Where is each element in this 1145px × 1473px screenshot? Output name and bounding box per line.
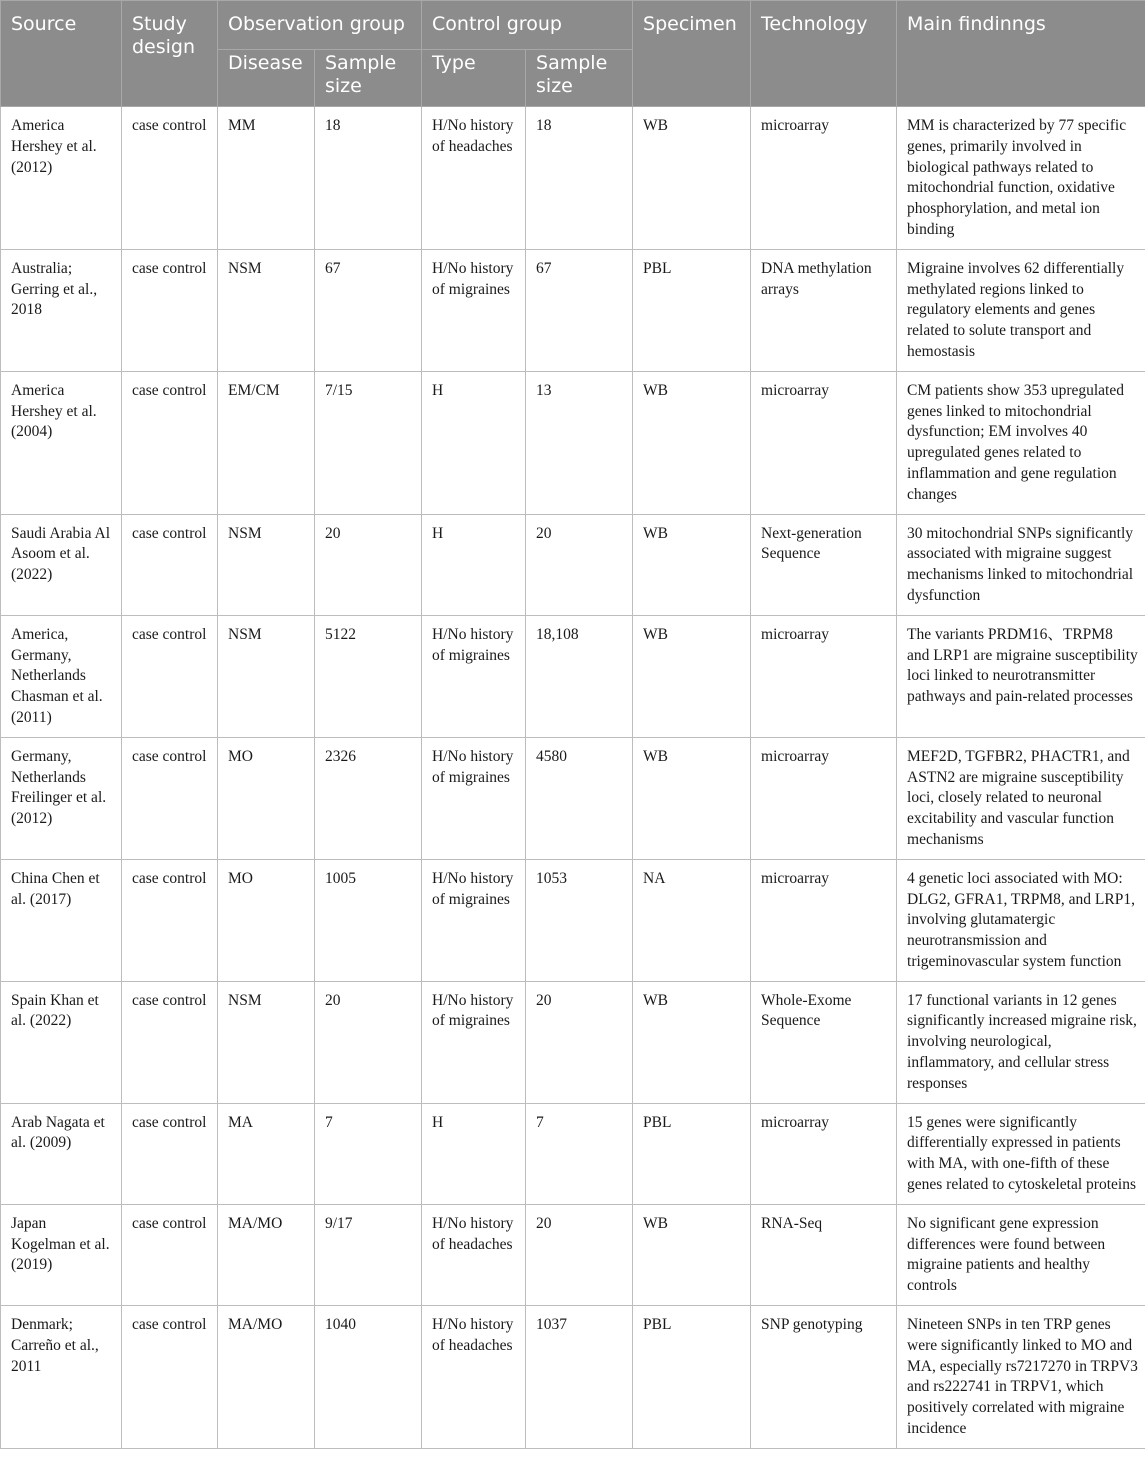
cell-obs-sample-size: 67: [315, 249, 422, 371]
cell-type: H/No history of headaches: [422, 107, 526, 250]
cell-disease: MO: [218, 737, 315, 859]
cell-type: H/No history of migraines: [422, 859, 526, 981]
cell-main-findings: 30 mitochondrial SNPs significantly associated with migraine suggest mechanisms linked to mitochondrial dysfunction: [897, 514, 1145, 615]
cell-specimen: PBL: [633, 1103, 751, 1204]
cell-disease: NSM: [218, 514, 315, 615]
table-header: [1, 1, 1145, 107]
cell-disease: NSM: [218, 615, 315, 737]
cell-source: China Chen et al. (2017): [1, 859, 122, 981]
cell-ctrl-sample-size: 13: [526, 371, 633, 514]
header-disease: Disease: [218, 50, 315, 107]
header-type: Type: [422, 50, 526, 107]
table-row: [1, 107, 1145, 250]
cell-type: H/No history of migraines: [422, 981, 526, 1103]
cell-technology: Whole-Exome Sequence: [751, 981, 897, 1103]
cell-disease: MA: [218, 1103, 315, 1204]
cell-technology: microarray: [751, 371, 897, 514]
cell-technology: microarray: [751, 615, 897, 737]
cell-type: H/No history of migraines: [422, 615, 526, 737]
cell-obs-sample-size: 7: [315, 1103, 422, 1204]
cell-obs-sample-size: 20: [315, 981, 422, 1103]
table-row: [1, 615, 1145, 737]
cell-study-design: case control: [122, 1103, 218, 1204]
cell-disease: EM/CM: [218, 371, 315, 514]
cell-type: H/No history of headaches: [422, 1306, 526, 1449]
cell-specimen: PBL: [633, 1306, 751, 1449]
cell-obs-sample-size: 2326: [315, 737, 422, 859]
cell-study-design: case control: [122, 1204, 218, 1305]
cell-ctrl-sample-size: 7: [526, 1103, 633, 1204]
cell-main-findings: The variants PRDM16、TRPM8 and LRP1 are migraine susceptibility loci linked to neurotransmitter pathways and pain-related processes: [897, 615, 1145, 737]
cell-obs-sample-size: 1005: [315, 859, 422, 981]
cell-specimen: WB: [633, 514, 751, 615]
cell-disease: MA/MO: [218, 1204, 315, 1305]
cell-study-design: case control: [122, 249, 218, 371]
header-obs-sample-size: Sample size: [315, 50, 422, 107]
cell-ctrl-sample-size: 4580: [526, 737, 633, 859]
cell-study-design: case control: [122, 371, 218, 514]
cell-type: H/No history of migraines: [422, 249, 526, 371]
table-row: [1, 1306, 1145, 1449]
cell-study-design: case control: [122, 107, 218, 250]
table-row: [1, 1103, 1145, 1204]
cell-disease: NSM: [218, 249, 315, 371]
cell-technology: microarray: [751, 737, 897, 859]
cell-technology: microarray: [751, 1103, 897, 1204]
table-row: [1, 514, 1145, 615]
table-row: [1, 981, 1145, 1103]
cell-obs-sample-size: 1040: [315, 1306, 422, 1449]
cell-technology: microarray: [751, 859, 897, 981]
header-source: Source: [1, 1, 122, 107]
cell-source: Arab Nagata et al. (2009): [1, 1103, 122, 1204]
cell-main-findings: Migraine involves 62 differentially methylated regions linked to regulatory elements and genes related to solute transport and hemostasis: [897, 249, 1145, 371]
cell-obs-sample-size: 7/15: [315, 371, 422, 514]
cell-ctrl-sample-size: 20: [526, 1204, 633, 1305]
header-control-group: Control group: [422, 1, 633, 50]
cell-type: H: [422, 514, 526, 615]
cell-study-design: case control: [122, 514, 218, 615]
cell-source: Germany, Netherlands Freilinger et al. (2012): [1, 737, 122, 859]
cell-ctrl-sample-size: 20: [526, 981, 633, 1103]
cell-source: America Hershey et al. (2004): [1, 371, 122, 514]
cell-technology: SNP genotyping: [751, 1306, 897, 1449]
table-row: [1, 371, 1145, 514]
table-row: [1, 249, 1145, 371]
cell-type: H: [422, 371, 526, 514]
cell-disease: MO: [218, 859, 315, 981]
cell-technology: Next-generation Sequence: [751, 514, 897, 615]
table-row: [1, 737, 1145, 859]
cell-technology: microarray: [751, 107, 897, 250]
header-study-design: Study design: [122, 1, 218, 107]
table-row: [1, 1204, 1145, 1305]
cell-specimen: WB: [633, 981, 751, 1103]
cell-disease: MA/MO: [218, 1306, 315, 1449]
cell-technology: DNA methylation arrays: [751, 249, 897, 371]
cell-specimen: WB: [633, 371, 751, 514]
cell-ctrl-sample-size: 1037: [526, 1306, 633, 1449]
cell-source: America Hershey et al. (2012): [1, 107, 122, 250]
cell-main-findings: MEF2D, TGFBR2, PHACTR1, and ASTN2 are migraine susceptibility loci, closely related to neuronal excitability and vascular function mechanisms: [897, 737, 1145, 859]
cell-source: Saudi Arabia Al Asoom et al. (2022): [1, 514, 122, 615]
cell-specimen: PBL: [633, 249, 751, 371]
cell-study-design: case control: [122, 615, 218, 737]
cell-ctrl-sample-size: 67: [526, 249, 633, 371]
cell-source: Australia; Gerring et al., 2018: [1, 249, 122, 371]
cell-obs-sample-size: 5122: [315, 615, 422, 737]
cell-disease: MM: [218, 107, 315, 250]
cell-main-findings: No significant gene expression differences were found between migraine patients and healthy controls: [897, 1204, 1145, 1305]
cell-ctrl-sample-size: 18: [526, 107, 633, 250]
cell-study-design: case control: [122, 981, 218, 1103]
cell-source: Denmark; Carreño et al., 2011: [1, 1306, 122, 1449]
table-row: [1, 859, 1145, 981]
cell-main-findings: 15 genes were significantly differentially expressed in patients with MA, with one-fifth of these genes related to cytoskeletal proteins: [897, 1103, 1145, 1204]
cell-specimen: WB: [633, 1204, 751, 1305]
cell-source: Japan Kogelman et al. (2019): [1, 1204, 122, 1305]
cell-ctrl-sample-size: 18,108: [526, 615, 633, 737]
cell-specimen: WB: [633, 615, 751, 737]
header-main-findings: Main findinngs: [897, 1, 1145, 107]
cell-specimen: WB: [633, 107, 751, 250]
cell-main-findings: Nineteen SNPs in ten TRP genes were significantly linked to MO and MA, especially rs7217270 in TRPV3 and rs222741 in TRPV1, which positively correlated with migraine incidence: [897, 1306, 1145, 1449]
cell-specimen: WB: [633, 737, 751, 859]
cell-main-findings: CM patients show 353 upregulated genes linked to mitochondrial dysfunction; EM involves 40 upregulated genes related to inflammation and gene regulation changes: [897, 371, 1145, 514]
cell-study-design: case control: [122, 859, 218, 981]
cell-study-design: case control: [122, 737, 218, 859]
header-ctrl-sample-size: Sample size: [526, 50, 633, 107]
cell-obs-sample-size: 9/17: [315, 1204, 422, 1305]
cell-type: H: [422, 1103, 526, 1204]
cell-technology: RNA-Seq: [751, 1204, 897, 1305]
cell-ctrl-sample-size: 20: [526, 514, 633, 615]
cell-type: H/No history of migraines: [422, 737, 526, 859]
cell-source: Spain Khan et al. (2022): [1, 981, 122, 1103]
header-specimen: Specimen: [633, 1, 751, 107]
cell-ctrl-sample-size: 1053: [526, 859, 633, 981]
cell-source: America, Germany, Netherlands Chasman et al. (2011): [1, 615, 122, 737]
cell-type: H/No history of headaches: [422, 1204, 526, 1305]
cell-specimen: NA: [633, 859, 751, 981]
cell-main-findings: 4 genetic loci associated with MO: DLG2, GFRA1, TRPM8, and LRP1, involving glutamatergic neurotransmission and trigeminovascular system function: [897, 859, 1145, 981]
table-body: [1, 107, 1145, 1449]
cell-obs-sample-size: 20: [315, 514, 422, 615]
cell-disease: NSM: [218, 981, 315, 1103]
cell-obs-sample-size: 18: [315, 107, 422, 250]
cell-main-findings: MM is characterized by 77 specific genes, primarily involved in biological pathways related to mitochondrial function, oxidative phosphorylation, and metal ion binding: [897, 107, 1145, 250]
cell-main-findings: 17 functional variants in 12 genes significantly increased migraine risk, involving neurological, inflammatory, and cellular stress responses: [897, 981, 1145, 1103]
cell-study-design: case control: [122, 1306, 218, 1449]
header-technology: Technology: [751, 1, 897, 107]
header-observation-group: Observation group: [218, 1, 422, 50]
